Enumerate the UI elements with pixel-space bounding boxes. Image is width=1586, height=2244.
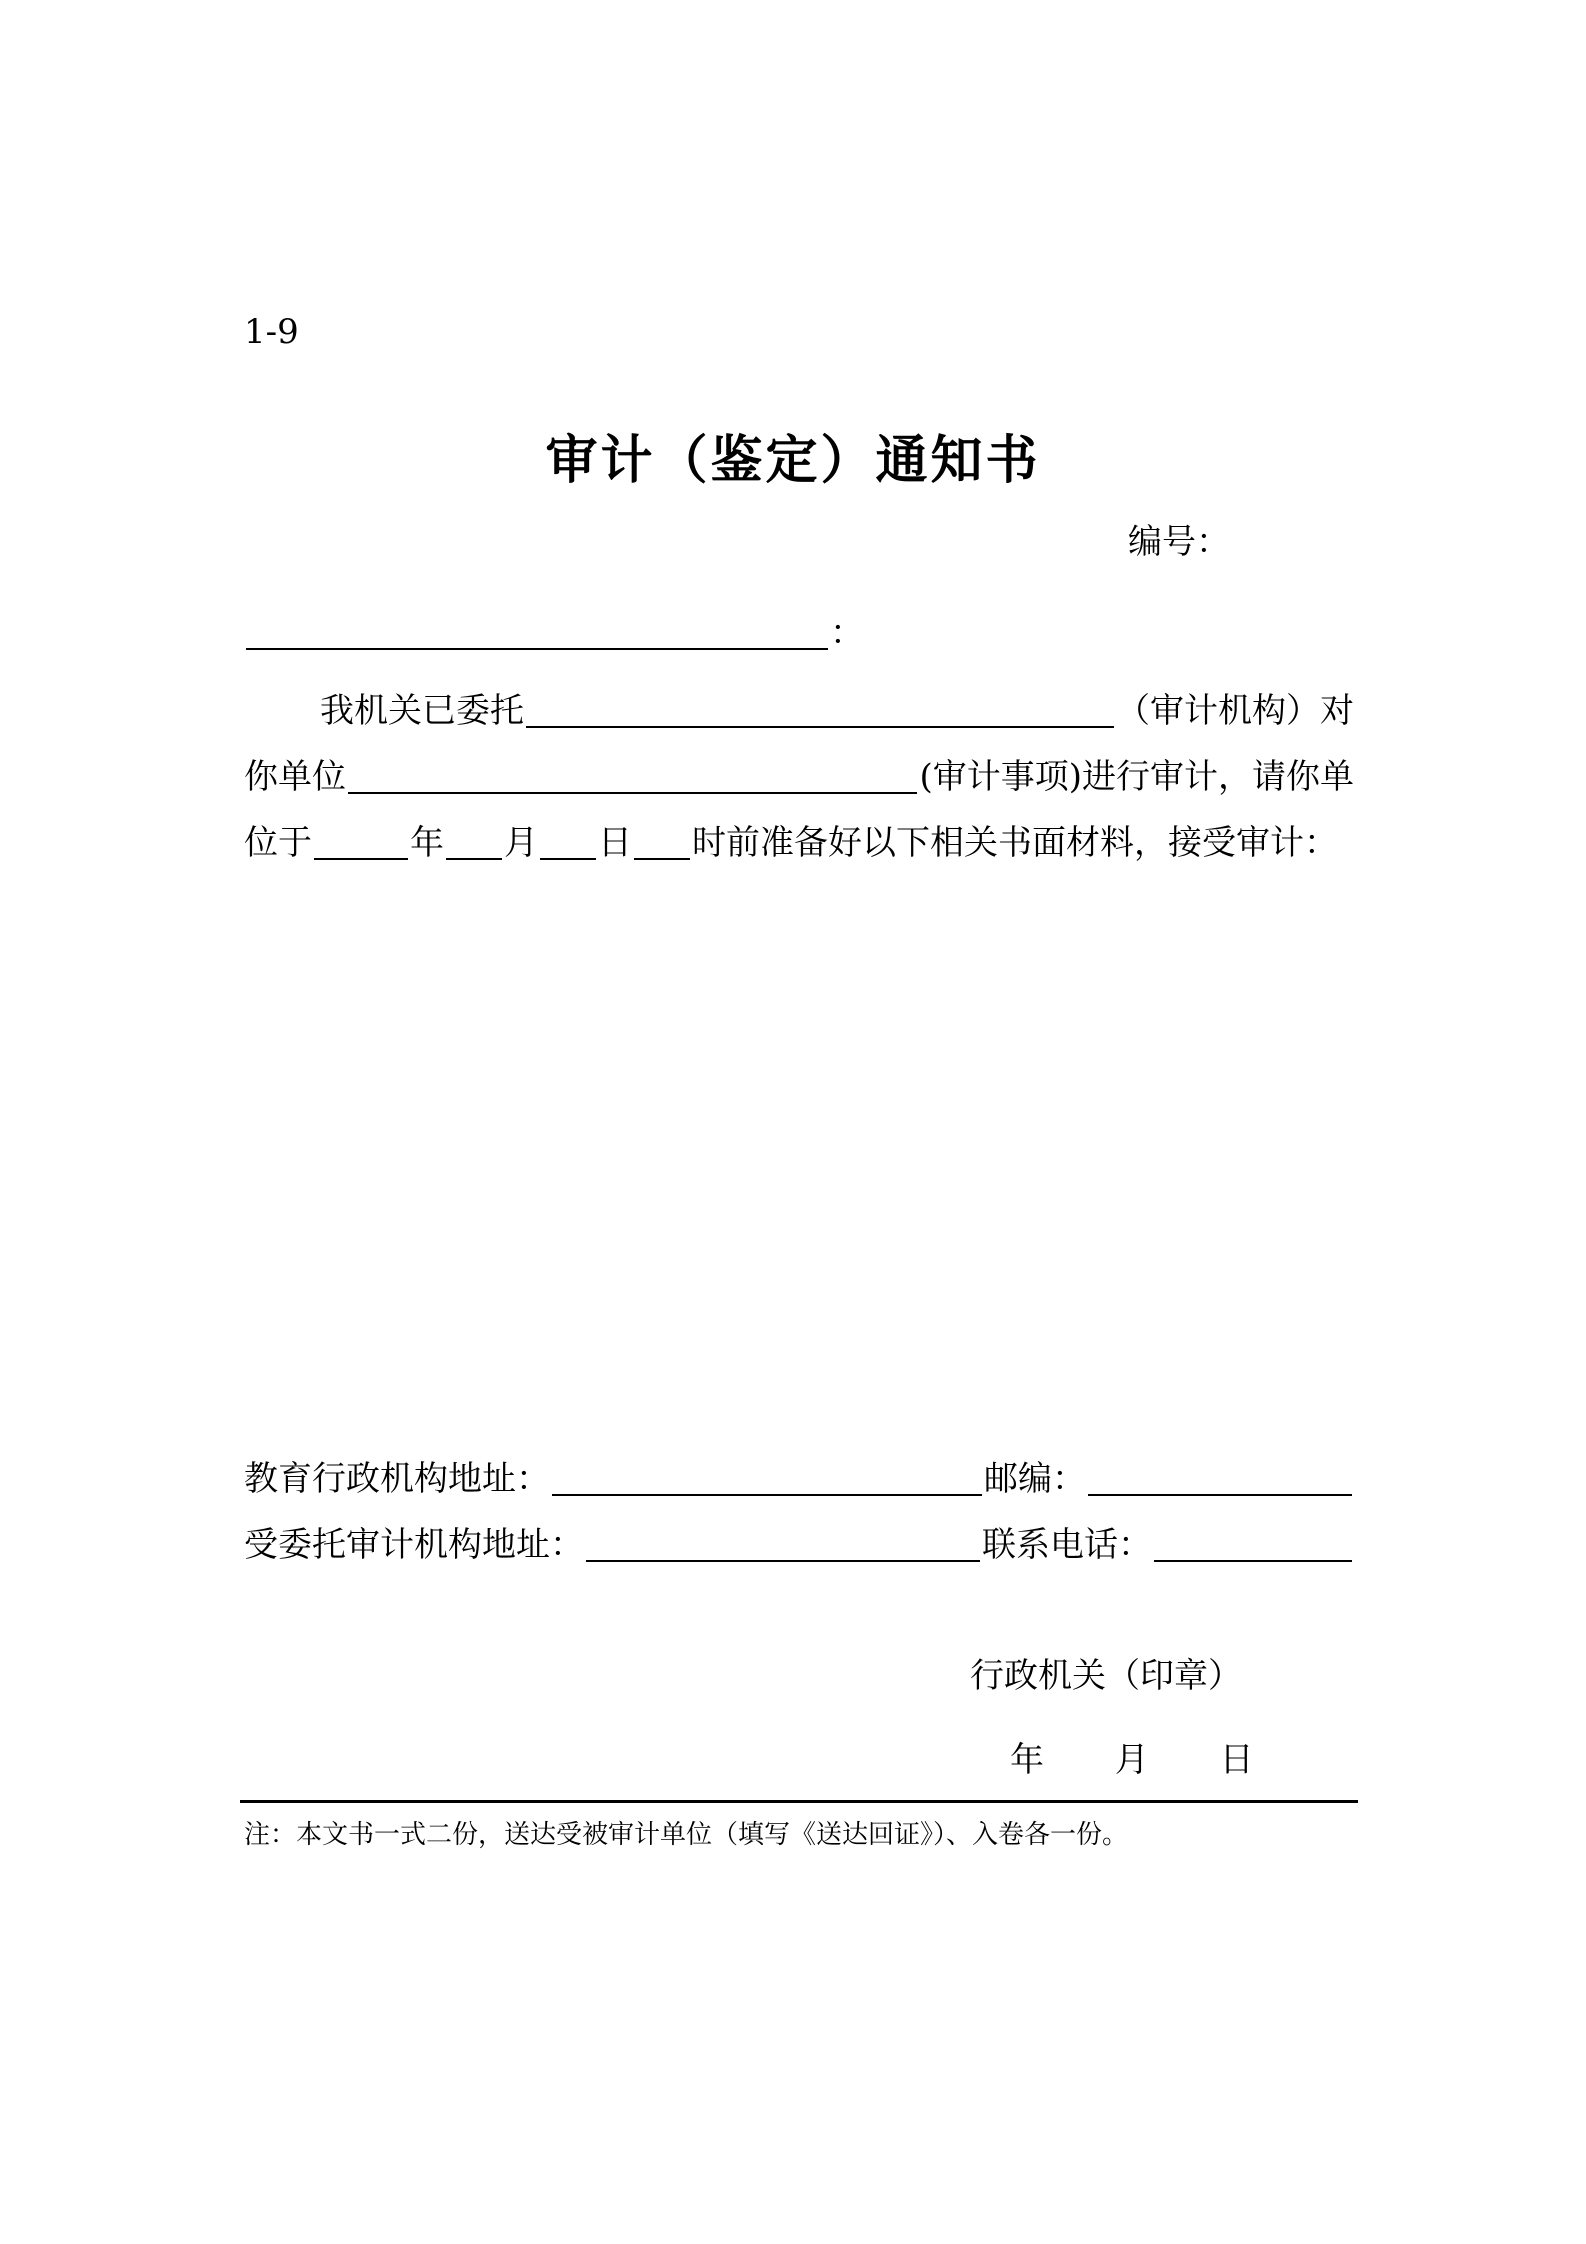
phone-label: 联系电话： xyxy=(982,1525,1152,1565)
document-title: 审计（鉴定）通知书 xyxy=(545,430,1041,491)
audit-institution-blank[interactable] xyxy=(526,686,1114,728)
addressee-colon: ： xyxy=(830,613,864,653)
hour-blank[interactable] xyxy=(634,818,690,860)
body-line-1-suffix: （审计机构）对 xyxy=(1116,691,1354,731)
audit-matter-blank[interactable] xyxy=(348,752,917,794)
form-code: 1-9 xyxy=(244,312,299,352)
month-blank[interactable] xyxy=(446,818,502,860)
body-line-3-prefix: 位于 xyxy=(244,823,312,863)
document-number-label: 编号： xyxy=(1128,522,1230,562)
day-label: 日 xyxy=(598,823,632,863)
contact-line-2 xyxy=(244,1520,1354,1570)
year-label: 年 xyxy=(410,823,444,863)
contact-line-1 xyxy=(244,1454,1354,1504)
edu-address-blank[interactable] xyxy=(552,1454,982,1496)
day-blank[interactable] xyxy=(540,818,596,860)
month-label: 月 xyxy=(504,823,538,863)
addressee-blank[interactable] xyxy=(246,608,828,650)
phone-blank[interactable] xyxy=(1154,1520,1352,1562)
edu-address-label: 教育行政机构地址： xyxy=(244,1459,550,1499)
postcode-blank[interactable] xyxy=(1088,1454,1352,1496)
footnote-divider xyxy=(240,1800,1358,1803)
seal-label: 行政机关（印章） xyxy=(970,1656,1242,1696)
audit-address-blank[interactable] xyxy=(586,1520,980,1562)
addressee-line xyxy=(244,608,1354,658)
body-line-1-prefix: 我机关已委托 xyxy=(320,691,524,731)
audit-address-label: 受委托审计机构地址： xyxy=(244,1525,584,1565)
issue-date-line: 年 月 日 xyxy=(1010,1740,1254,1780)
body-line-2 xyxy=(244,752,1354,802)
body-line-3-suffix: 时前准备好以下相关书面材料，接受审计： xyxy=(692,823,1338,863)
body-line-2-suffix: (审计事项)进行审计，请你单 xyxy=(919,757,1354,797)
body-line-1 xyxy=(244,686,1354,736)
body-line-3 xyxy=(244,818,1354,868)
body-line-2-prefix: 你单位 xyxy=(244,757,346,797)
postcode-label: 邮编： xyxy=(984,1459,1086,1499)
footnote: 注：本文书一式二份，送达受被审计单位（填写《送达回证》）、入卷各一份。 xyxy=(244,1820,1129,1850)
year-blank[interactable] xyxy=(314,818,408,860)
